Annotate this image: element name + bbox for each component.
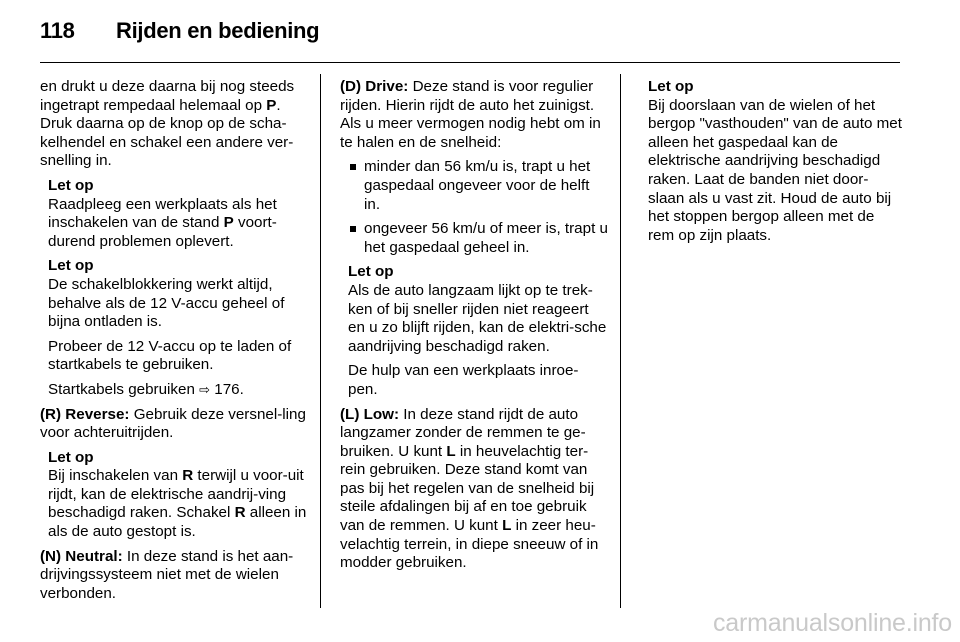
gear-p: P bbox=[266, 96, 277, 114]
note-heading: Let op bbox=[348, 263, 394, 281]
column-1 bbox=[40, 78, 312, 609]
text: Deze stand is voor regulier rijden. Hierin rijdt de auto het zuinigst. Als u meer vermogen nodig hebt om in te halen en de snelheid: bbox=[340, 78, 601, 151]
page-header bbox=[40, 18, 319, 48]
page-number: 118 bbox=[40, 18, 75, 43]
paragraph-reverse bbox=[40, 406, 312, 443]
text: in zeer heu-velachtig terrein, in diepe sneeuw of in modder gebruiken. bbox=[340, 517, 599, 572]
header-divider bbox=[40, 62, 900, 63]
note-heading: Let op bbox=[48, 176, 94, 194]
column-2 bbox=[340, 78, 608, 579]
note-text: Als de auto langzaam lijkt op te trek-ken of bij sneller rijden niet reageert en u zo blijft rijden, kan de elektri-sche aandrijving beschadigd raken. bbox=[348, 281, 607, 355]
list-item-text: ongeveer 56 km/u of meer is, trapt u het gaspedaal geheel in. bbox=[364, 220, 608, 256]
page-title: Rijden en bediening bbox=[116, 18, 320, 43]
column-divider-1 bbox=[320, 74, 321, 608]
list-item-text: minder dan 56 km/u is, trapt u het gaspedaal ongeveer voor de helft in. bbox=[364, 158, 591, 213]
paragraph-neutral bbox=[40, 548, 312, 604]
note-text: De hulp van een werkplaats inroe-pen. bbox=[348, 362, 579, 398]
text: Bij inschakelen van bbox=[48, 467, 183, 485]
gear-r: R bbox=[234, 504, 246, 522]
gear-r: R bbox=[182, 467, 194, 485]
reference-label: Startkabels gebruiken bbox=[48, 380, 195, 398]
text: Raadpleeg een werkplaats als het inschakelen van de stand bbox=[48, 195, 277, 232]
note-heading: Let op bbox=[48, 257, 94, 275]
text: in heuvelachtig ter-rein gebruiken. Deze stand komt van pas bij het regelen van de snelheid bij steile afdalingen bij af en toe gebruik van de remmen. U kunt bbox=[340, 442, 595, 535]
text: voort-durend problemen oplevert. bbox=[48, 214, 277, 250]
column-3 bbox=[648, 78, 904, 251]
note-4 bbox=[348, 263, 608, 399]
text: In deze stand rijdt de auto langzamer zonder de remmen te ge-bruiken. U kunt bbox=[340, 405, 586, 460]
note-text: Bij doorslaan van de wielen of het bergop "vasthouden" van de auto met alleen het gaspedaal kan de elektrische aandrijving beschadigd raken. Laat de banden niet door-slaan als u vast zit. Houd de auto bij het stoppen bergop alleen met de rem op zijn plaats. bbox=[648, 96, 902, 244]
text: In deze stand is het aan-drijvingssysteem niet met de wielen verbonden. bbox=[40, 547, 294, 602]
note-text: Probeer de 12 V-accu op te laden of startkabels te gebruiken. bbox=[48, 337, 292, 374]
bullet-square-icon bbox=[350, 164, 356, 170]
text: en drukt u deze daarna bij nog steeds ingetrapt rempedaal helemaal op bbox=[40, 78, 295, 114]
list-item bbox=[348, 158, 608, 214]
note-3 bbox=[48, 449, 312, 542]
note-text: De schakelblokkering werkt altijd, behalve als de 12 V-accu geheel of bijna ontladen is. bbox=[48, 275, 285, 331]
paragraph-park bbox=[40, 78, 312, 171]
gear-l: L bbox=[446, 442, 456, 460]
page-ref-arrow-icon: ⇨ bbox=[199, 381, 211, 397]
note-1 bbox=[48, 177, 312, 251]
cross-reference[interactable] bbox=[48, 381, 312, 400]
label-neutral: (N) Neutral: bbox=[40, 547, 123, 565]
watermark: carmanualsonline.info bbox=[712, 609, 952, 637]
bullet-square-icon bbox=[350, 226, 356, 232]
gear-p: P bbox=[223, 214, 234, 232]
label-low: (L) Low: bbox=[340, 405, 400, 423]
text: Gebruik deze versnel-ling voor achteruitrijden. bbox=[40, 405, 306, 442]
text: alleen in als de auto gestopt is. bbox=[48, 504, 307, 541]
note-heading: Let op bbox=[48, 448, 94, 466]
note-heading: Let op bbox=[648, 78, 694, 95]
paragraph-drive bbox=[340, 78, 608, 152]
text: . Druk daarna op de knop op de scha-kelhendel en schakel een andere ver-snelling in. bbox=[40, 96, 294, 170]
text: terwijl u voor-uit rijdt, kan de elektrische aandrij-ving beschadigd raken. Schakel bbox=[48, 467, 304, 522]
reference-page: 176. bbox=[214, 380, 244, 398]
label-drive: (D) Drive: bbox=[340, 78, 409, 95]
list-item bbox=[348, 220, 608, 257]
column-divider-2 bbox=[620, 74, 621, 608]
note-2 bbox=[48, 257, 312, 399]
label-reverse: (R) Reverse: bbox=[40, 405, 130, 423]
gear-l: L bbox=[502, 517, 512, 535]
paragraph-low bbox=[340, 406, 608, 573]
note-5 bbox=[648, 78, 904, 245]
